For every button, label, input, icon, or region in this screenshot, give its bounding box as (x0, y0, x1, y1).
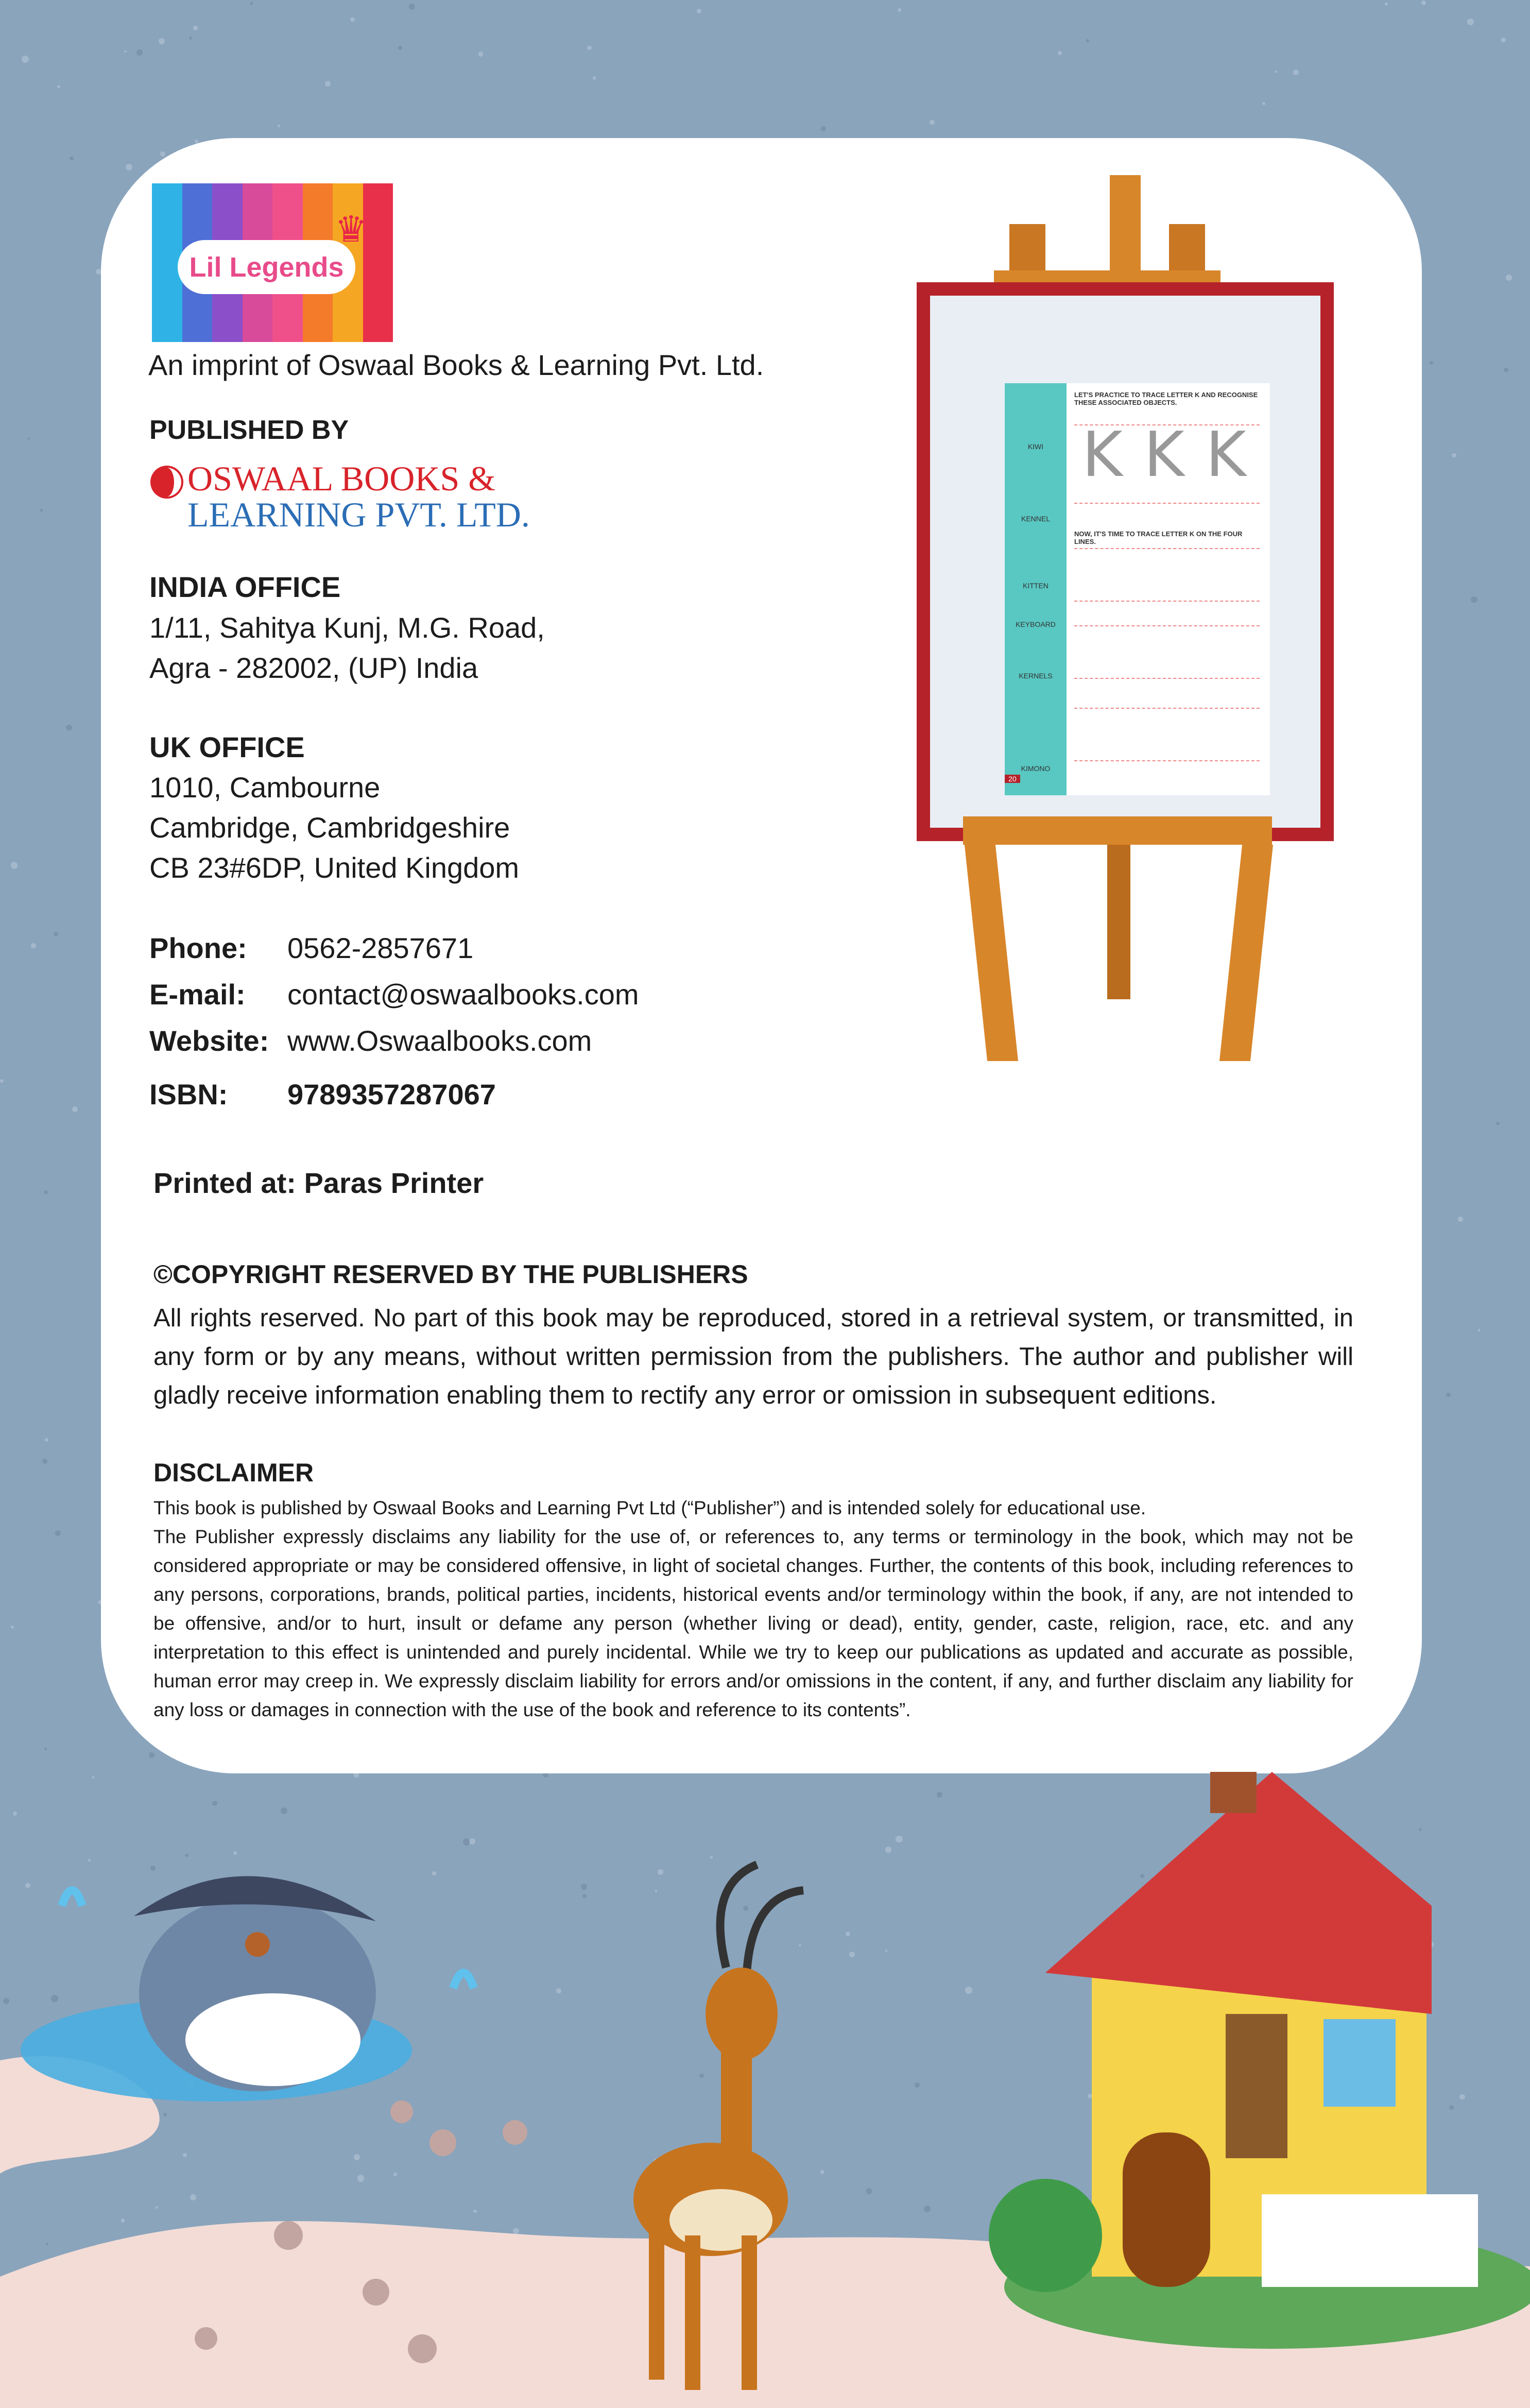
background-speck (70, 157, 73, 160)
worksheet-word: KITTEN (1023, 582, 1048, 590)
background-speck (149, 1752, 154, 1758)
background-speck (821, 126, 826, 131)
background-speck (1446, 1393, 1450, 1397)
imprint-line: An imprint of Oswaal Books & Learning Pvt. Ltd. (148, 349, 764, 381)
oswaal-mark-icon (149, 465, 184, 500)
trace-letter: K (1206, 419, 1246, 491)
background-speck (593, 76, 596, 79)
email-value[interactable]: contact@oswaalbooks.com (287, 978, 639, 1011)
background-speck (409, 4, 415, 9)
disclaimer-paragraph: This book is published by Oswaal Books and Learning Pvt Ltd (“Publisher”) and is intended solely for educational use. (153, 1497, 1146, 1518)
phone-label: Phone: (149, 932, 247, 964)
worksheet-page (1005, 383, 1270, 795)
background-speck (96, 269, 101, 275)
disclaimer-paragraph: The Publisher expressly disclaims any liability for the use of, or references to, any terms or terminology in the book, which may not be considered appropriate or may be considered offensive, in light of societal changes. Further, the contents of this book, including references to any persons, corporations, brands, political parties, incidents, historical events and/or terminology within the book, if any, are not intended to be offensive, and/or to hurt, insult or defame any person (whether living or dead), entity, gender, caste, religion, race, etc. and any interpretation to this effect is unintended and purely incidental. While we try to keep our publications as updated and accurate as possible, human error may creep in. We expressly disclaim liability for errors and/or omissions in the content, if any, and further disclaim any liability for any loss or damages in connection with the use of the book and reference to its contents”. (153, 1526, 1353, 1720)
background-speck (0, 1079, 4, 1083)
worksheet-title: LET'S PRACTICE TO TRACE LETTER K AND RECOGNISE THESE ASSOCIATED OBJECTS. (1074, 391, 1258, 406)
background-speck (189, 37, 192, 40)
worksheet-word: KEYBOARD (1016, 620, 1056, 628)
background-speck (250, 2, 253, 5)
oswaal-logo-line1: OSWAAL BOOKS & (187, 459, 496, 498)
phone-value: 0562-2857671 (287, 932, 474, 964)
worksheet-word: KIWI (1027, 442, 1044, 451)
background-speck (1058, 51, 1061, 55)
logo-stripe (363, 183, 393, 342)
trace-row (1074, 625, 1260, 679)
copyright-heading: ©COPYRIGHT RESERVED BY THE PUBLISHERS (153, 1260, 748, 1289)
background-speck (1501, 38, 1505, 42)
background-speck (124, 50, 126, 53)
background-speck (1458, 1217, 1463, 1222)
website-value[interactable]: www.Oswaalbooks.com (287, 1024, 592, 1057)
background-speck (697, 9, 701, 13)
oswaal-logo-line2: LEARNING PVT. LTD. (187, 495, 530, 534)
background-speck (44, 1748, 47, 1750)
address-line: 1/11, Sahitya Kunj, M.G. Road, (149, 611, 545, 644)
background-speck (930, 120, 934, 125)
background-speck (11, 862, 18, 869)
background-speck (478, 52, 483, 56)
easel-board (917, 282, 1334, 841)
background-speck (1430, 361, 1433, 364)
background-speck (1086, 39, 1089, 42)
background-speck (72, 1106, 78, 1113)
background-speck (193, 26, 198, 30)
background-speck (1262, 102, 1265, 105)
background-speck (1478, 1329, 1481, 1331)
background-speck (54, 932, 58, 936)
worksheet-page-number: 20 (1005, 775, 1020, 783)
background-speck (160, 151, 165, 157)
background-speck (325, 81, 331, 87)
printed-at (153, 1166, 484, 1200)
background-speck (1467, 19, 1474, 25)
trace-letter: K (1144, 419, 1184, 491)
background-speck (45, 1438, 48, 1442)
background-speck (195, 140, 198, 143)
disclaimer-text (153, 1494, 1353, 1724)
printed-label: Printed at: (153, 1167, 296, 1199)
background-speck (136, 49, 143, 56)
crown-icon: ♛ (335, 209, 367, 249)
background-speck (398, 46, 402, 50)
background-speck (1293, 70, 1299, 75)
isbn-label: ISBN: (149, 1078, 228, 1111)
disclaimer-heading: DISCLAIMER (153, 1458, 314, 1487)
worksheet-word: KENNEL (1021, 515, 1051, 523)
background-speck (1504, 368, 1508, 372)
background-speck (278, 125, 280, 127)
background-speck (587, 46, 592, 50)
trace-row (1074, 708, 1260, 761)
uk-office-address (149, 767, 519, 888)
background-speck (1471, 596, 1477, 603)
published-by-heading: PUBLISHED BY (149, 415, 349, 445)
logo-text: Lil Legends (178, 240, 355, 294)
email-label: E-mail: (149, 978, 246, 1011)
background-speck (350, 18, 355, 22)
background-speck (1275, 71, 1277, 73)
india-office-heading: INDIA OFFICE (149, 571, 341, 603)
background-speck (159, 38, 165, 44)
easel-shelf (963, 816, 1272, 845)
background-speck (1385, 3, 1388, 6)
background-speck (57, 85, 60, 88)
india-office-address (149, 608, 545, 688)
address-line: Cambridge, Cambridgeshire (149, 811, 510, 844)
printed-value: Paras Printer (304, 1167, 484, 1199)
background-speck (66, 725, 72, 731)
background-speck (28, 437, 30, 439)
easel-leg-back (1107, 845, 1130, 999)
address-line: CB 23#6DP, United Kingdom (149, 851, 520, 884)
worksheet-title: NOW, IT'S TIME TO TRACE LETTER K ON THE FOUR LINES. (1074, 530, 1243, 545)
isbn-value: 9789357287067 (287, 1078, 496, 1111)
background-speck (31, 943, 36, 948)
copyright-text: All rights reserved. No part of this book may be reproduced, stored in a retrieval system, or transmitted, in any form or by any means, without written permission from the publishers. The author and publisher will gladly receive information enabling them to rectify any error or omission in subsequent editions. (153, 1304, 1353, 1409)
background-speck (1496, 1122, 1499, 1125)
background-speck (1506, 275, 1512, 281)
background-speck (126, 164, 132, 170)
background-speck (898, 8, 901, 12)
background-speck (44, 1190, 47, 1194)
house-illustration (989, 1772, 1530, 2349)
trace-row (1074, 548, 1260, 602)
lil-legends-logo (152, 183, 393, 342)
address-line: 1010, Cambourne (149, 771, 381, 804)
background-speck (22, 56, 29, 63)
website-label: Website: (149, 1024, 269, 1057)
worksheet-word: KERNELS (1019, 672, 1053, 680)
background-speck (55, 1530, 61, 1536)
background-speck (42, 1459, 47, 1464)
uk-office-heading: UK OFFICE (149, 731, 305, 763)
address-line: Agra - 282002, (UP) India (149, 652, 478, 684)
background-speck (40, 509, 43, 511)
background-speck (1421, 1, 1426, 5)
background-speck (11, 1626, 14, 1629)
background-speck (1452, 453, 1456, 457)
worksheet-word: KIMONO (1021, 764, 1051, 773)
trace-letter: K (1082, 419, 1123, 491)
scenery-illustration (0, 1772, 1530, 2408)
